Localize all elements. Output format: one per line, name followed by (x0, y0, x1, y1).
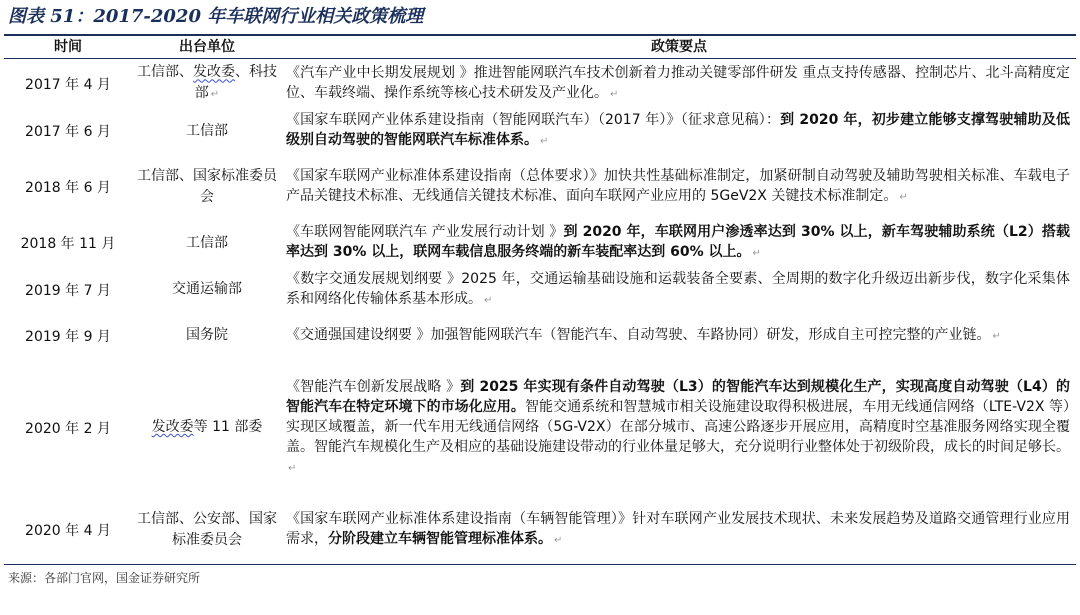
table-header-row (4, 36, 1076, 59)
row-policy: 《数字交通发展规划纲要 》2025 年，交通运输基础设施和运载装备全要素、全周期的数字化升级迈出新步伐，数字化采集体系和网络化传输体系基本形成。 ↵ (286, 270, 1070, 307)
table-row (4, 109, 1076, 154)
table-row (4, 497, 1076, 565)
row-policy: 《智能汽车创新发展战略 》到 2025 年实现有条件自动驾驶（L3）的智能汽车达到规模化生产，实现高度自动驾驶（L4）的智能汽车在特定环境下的市场化应用。智能交通系统和智慧城市相关设施建设取得积极进展，车用无线通信网络（LTE-V2X 等）实现区域覆盖，新一代车用无线通信网络（5G-V2X）在部分城市、高速公路逐步开展应用，高精度时空基准服务网络实现全覆盖。智能汽车规模化生产及相应的基础设施建设带动的行业体量足够大，充分说明行业整体处于初级阶段，成长的时间足够长。↵ (286, 378, 1071, 474)
row-time: 2019 年 9 月 (25, 328, 111, 345)
row-time: 2018 年 6 月 (25, 179, 111, 196)
table-row (4, 313, 1076, 359)
row-unit: 工信部、公安部、国家标准委员会 (132, 497, 282, 565)
row-time: 2018 年 11 月 (20, 236, 116, 252)
table-row (4, 267, 1076, 313)
source-note: 来源：各部门官网，国金证券研究所 (8, 571, 201, 585)
row-unit: 交通运输部 (172, 281, 242, 297)
row-unit: 发改委等 11 部委 (151, 419, 263, 435)
row-unit: 国务院 (186, 327, 228, 343)
header-unit: 出台单位 (132, 36, 282, 59)
row-policy: 《汽车产业中长期发展规划 》推进智能网联汽车技术创新着力推动关键零部件研发 重点支持传感器、控制芯片、北斗高精度定位、车载终端、操作系统等核心技术研发及产业化。 ↵ (286, 64, 1070, 101)
table-row (4, 154, 1076, 220)
table-row (4, 220, 1076, 267)
header-time: 时间 (4, 36, 132, 59)
row-policy: 《交通强国建设纲要 》加强智能网联汽车（智能汽车、自动驾驶、车路协同）研发，形成自主可控完整的产业链。 ↵ (286, 326, 1001, 343)
row-policy: 《车联网智能网联汽车 产业发展行动计划 》到 2020 年，车联网用户渗透率达到 30% 以上，新车驾驶辅助系统（L2）搭载率达到 30% 以上，联网车载信息服务终端的新车装配率达到 60% 以上。 ↵ (286, 224, 1070, 260)
header-policy: 政策要点 (282, 36, 1076, 59)
row-unit: 工信部、发改委、科技部 ↵ (137, 64, 277, 102)
row-policy: 《国家车联网产业标准体系建设指南（总体要求）》加快共性基础标准制定，加紧研制自动驾驶及辅助驾驶相关标准、车载电子产品关键技术标准、无线通信关键技术标准、面向车联网产业应用的 5GeV2X 关键技术标准制定。 ↵ (286, 167, 1070, 204)
row-unit: 工信部、国家标准委员会 (137, 167, 277, 205)
row-unit: 工信部 (186, 122, 228, 139)
row-policy: 《国家车联网产业标准体系建设指南（车辆智能管理）》针对车联网产业发展技术现状、未来发展趋势及道路交通管理行业应用需求，分阶段建立车辆智能管理标准体系。 ↵ (282, 497, 1076, 565)
figure-title: 图表 51：2017-2020 年车联网行业相关政策梳理 (4, 0, 1076, 36)
policy-table (4, 36, 1076, 565)
row-time: 2017 年 4 月 (25, 76, 111, 93)
row-unit: 工信部 (186, 234, 228, 251)
table-row (4, 59, 1076, 109)
row-time: 2020 年 4 月 (4, 497, 132, 565)
row-policy: 《国家车联网产业体系建设指南（智能网联汽车）（2017 年）》（征求意见稿）：到 2020 年，初步建立能够支撑驾驶辅助及低级别自动驾驶的智能网联汽车标准体系。 ↵ (286, 112, 1070, 148)
row-time: 2020 年 2 月 (25, 420, 111, 437)
row-time: 2019 年 7 月 (25, 282, 111, 299)
table-row (4, 359, 1076, 497)
row-time: 2017 年 6 月 (25, 124, 111, 140)
